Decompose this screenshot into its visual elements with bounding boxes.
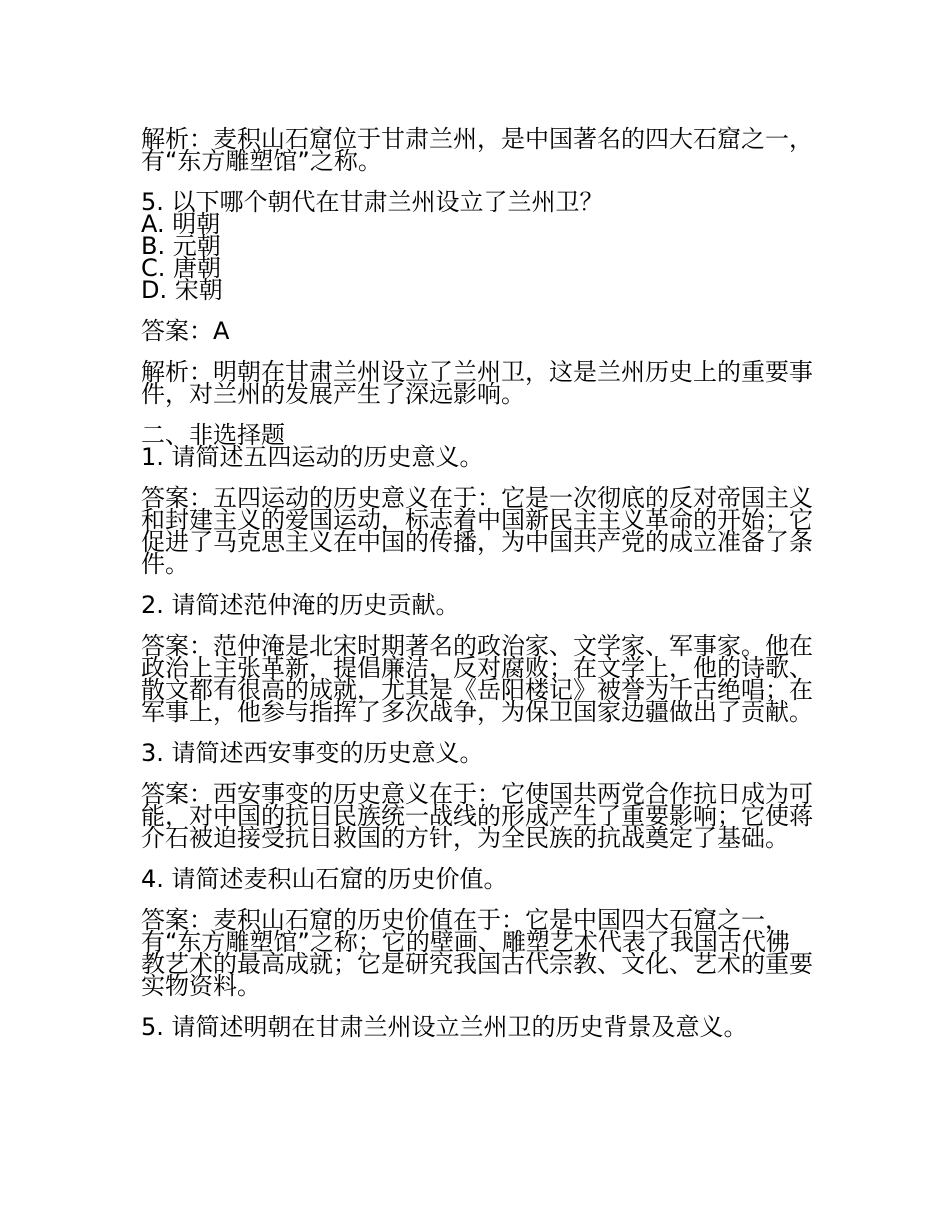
item-4-answer: 答案：麦积山石窟的历史价值在于：它是中国四大石窟之一，有“东方雕塑馆”之称；它的壁画、雕塑艺术代表了我国古代佛教艺术的最高成就；它是研究我国古代宗教、文化、艺术的重要实物资料。 [141,906,813,1000]
item-2-question: 2. 请简述范仲淹的历史贡献。 [141,591,460,619]
item-3-question: 3. 请简述西安事变的历史意义。 [141,739,484,767]
item-2-answer: 答案：范仲淹是北宋时期著名的政治家、文学家、军事家。他在政治上主张革新，提倡廉洁，反对腐败；在文学上，他的诗歌、散文都有很高的成就，尤其是《岳阳楼记》被誉为千古绝唱；在军事上，他参与指挥了多次战争，为保卫国家边疆做出了贡献。 [141,632,813,726]
q5-answer: 答案：A [141,317,230,345]
q5-option-d: D. 宋朝 [141,276,223,304]
item-5-question: 5. 请简述明朝在甘肃兰州设立兰州卫的历史背景及意义。 [141,1013,748,1041]
q4-analysis: 解析：麦积山石窟位于甘肃兰州，是中国著名的四大石窟之一，有“东方雕塑馆”之称。 [141,125,813,175]
item-4-question: 4. 请简述麦积山石窟的历史价值。 [141,865,508,893]
q5-question: 5. 以下哪个朝代在甘肃兰州设立了兰州卫？ [141,188,604,216]
item-1-answer: 答案：五四运动的历史意义在于：它是一次彻底的反对帝国主义和封建主义的爱国运动，标志着中国新民主主义革命的开始；它促进了马克思主义在中国的传播，为中国共产党的成立准备了条件。 [141,484,813,578]
document-page [141,125,813,1041]
q5-option-b: B. 元朝 [141,232,221,260]
q5-option-a: A. 明朝 [141,210,221,238]
item-3-answer: 答案：西安事变的历史意义在于：它使国共两党合作抗日成为可能，对中国的抗日民族统一战线的形成产生了重要影响；它使蒋介石被迫接受抗日救国的方针，为全民族的抗战奠定了基础。 [141,780,813,852]
item-1-question: 1. 请简述五四运动的历史意义。 [141,443,484,471]
q5-option-c: C. 唐朝 [141,254,222,282]
q5-analysis: 解析：明朝在甘肃兰州设立了兰州卫，这是兰州历史上的重要事件，对兰州的发展产生了深远影响。 [141,358,813,408]
section-2-title: 二、非选择题 [141,421,285,449]
